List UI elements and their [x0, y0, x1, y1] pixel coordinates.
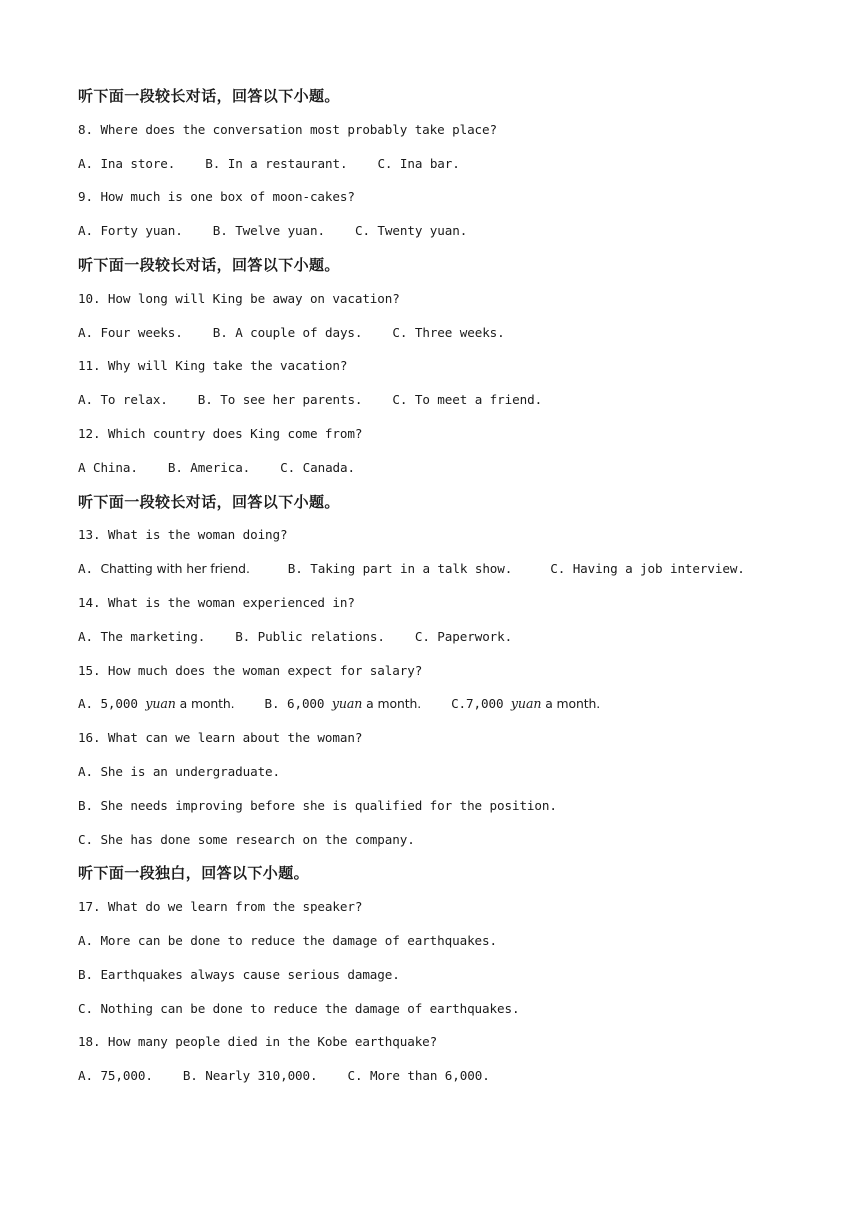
answer-options [78, 154, 798, 188]
option-a: A. Ina store. [78, 155, 176, 171]
option-c: C. Paperwork. [414, 628, 513, 644]
question-stem: 10. How long will King be away on vacation? [78, 290, 400, 306]
answer-options [78, 627, 798, 661]
option-b: B. In a restaurant. [205, 155, 348, 171]
option-a [78, 694, 235, 714]
option-c: C. To meet a friend. [392, 392, 543, 408]
option-b: B. Nearly 310,000. [182, 1068, 318, 1084]
option-c: C. Canada. [280, 459, 355, 475]
option-c: C. Having a job interview. [550, 561, 745, 577]
question-stem: 16. What can we learn about the woman? [78, 730, 363, 746]
question-stem: 14. What is the woman experienced in? [78, 594, 355, 610]
section-heading: 听下面一段独白，回答以下小题。 [78, 864, 310, 883]
option-c: C. She has done some research on the company. [78, 831, 415, 847]
document-page [78, 86, 798, 1100]
option-c: C. Twenty yuan. [354, 223, 468, 239]
option-a: A. 75,000. [78, 1068, 153, 1084]
question-stem: 11. Why will King take the vacation? [78, 358, 348, 374]
answer-options [78, 221, 798, 255]
answer-options [78, 390, 798, 424]
option-a: A. Forty yuan. [78, 223, 183, 239]
option-letter: A. [78, 561, 101, 577]
option-b: B. Earthquakes always cause serious damage. [78, 966, 400, 982]
option-a: A. More can be done to reduce the damage of earthquakes. [78, 932, 497, 948]
option-c: C. Nothing can be done to reduce the damage of earthquakes. [78, 1000, 520, 1016]
question-stem: 13. What is the woman doing? [78, 527, 288, 543]
option-a: A China. [78, 459, 138, 475]
question-stem: 17. What do we learn from the speaker? [78, 899, 363, 915]
option-amount: C.7,000 [451, 696, 511, 712]
option-a [78, 559, 250, 579]
option-b: B. To see her parents. [197, 392, 363, 408]
option-amount: B. 6,000 [264, 696, 332, 712]
option-suffix: a month. [175, 696, 235, 712]
answer-options [78, 1066, 798, 1100]
option-text: Chatting with her friend. [100, 561, 250, 577]
currency-word: yuan [510, 696, 542, 712]
option-c: C. Three weeks. [392, 324, 505, 340]
option-a: A. To relax. [78, 392, 168, 408]
option-b: B. Taking part in a talk show. [287, 561, 513, 577]
currency-word: yuan [331, 696, 363, 712]
option-b: B. Twelve yuan. [212, 223, 325, 239]
section-heading: 听下面一段较长对话，回答以下小题。 [78, 255, 340, 274]
option-a: A. Four weeks. [78, 324, 183, 340]
question-stem: 8. Where does the conversation most probably take place? [78, 121, 497, 137]
option-b: B. A couple of days. [212, 324, 363, 340]
currency-word: yuan [145, 696, 176, 712]
question-stem: 15. How much does the woman expect for salary? [78, 662, 423, 678]
option-b: B. America. [167, 459, 251, 475]
option-b: B. She needs improving before she is qualified for the position. [78, 797, 557, 813]
option-a: A. She is an undergraduate. [78, 763, 281, 779]
option-c: C. More than 6,000. [347, 1068, 490, 1084]
question-stem: 9. How much is one box of moon-cakes? [78, 189, 355, 205]
option-c [451, 694, 600, 714]
answer-options [78, 694, 798, 728]
section-heading: 听下面一段较长对话，回答以下小题。 [78, 87, 340, 105]
option-suffix: a month. [541, 696, 601, 712]
option-suffix: a month. [362, 696, 422, 712]
answer-options [78, 559, 798, 593]
option-b: B. Public relations. [235, 628, 385, 644]
question-stem: 12. Which country does King come from? [78, 425, 363, 441]
option-amount: A. 5,000 [78, 696, 146, 712]
option-c: C. Ina bar. [377, 155, 460, 171]
option-a: A. The marketing. [78, 628, 206, 644]
answer-options [78, 458, 798, 492]
option-b [265, 694, 422, 714]
section-heading: 听下面一段较长对话，回答以下小题。 [78, 492, 340, 511]
answer-options [78, 323, 798, 357]
question-stem: 18. How many people died in the Kobe earthquake? [78, 1034, 438, 1050]
